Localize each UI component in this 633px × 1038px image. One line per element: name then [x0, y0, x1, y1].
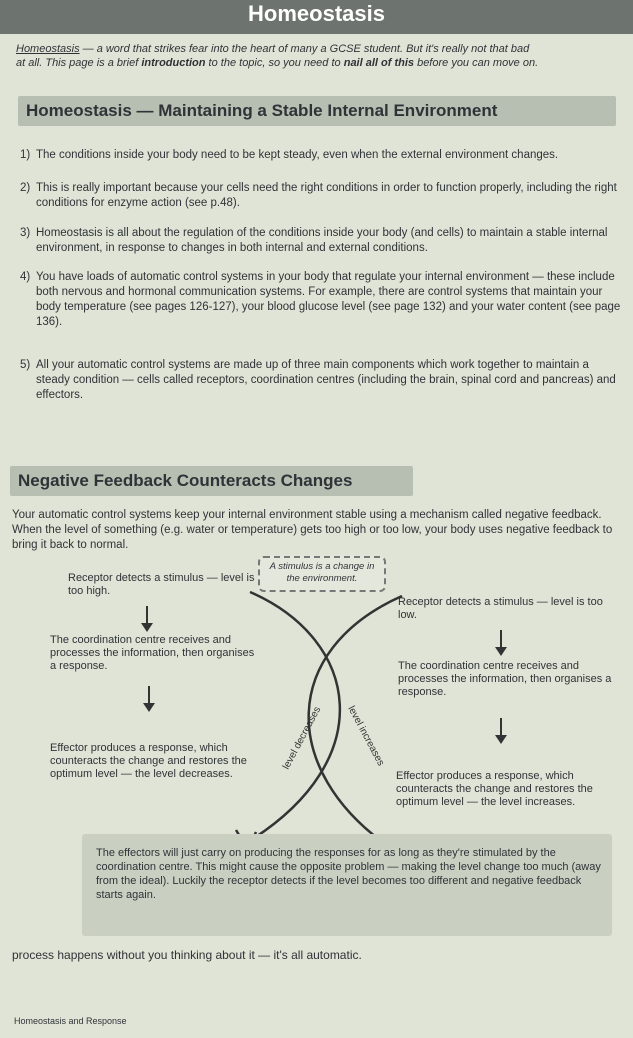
- intro-bold-1: introduction: [141, 57, 206, 69]
- point-number: 5): [20, 359, 31, 371]
- point-2: [20, 181, 626, 211]
- right-effector-text: Effector produces a response, which counteracts the change and restores the optimum level — the level increases.: [396, 770, 593, 808]
- point-text: This is really important because your cells need the right conditions in order to function properly, including the right conditions for enzyme action (see p.48).: [36, 182, 617, 209]
- point-5: [20, 358, 616, 403]
- curve-right-label: level increases: [345, 704, 387, 768]
- intro-line2-post: before you can move on.: [414, 57, 539, 69]
- point-text: The conditions inside your body need to be kept steady, even when the external environment changes.: [36, 149, 559, 161]
- left-arrow-2: [148, 686, 150, 704]
- section-heading-negative-feedback: Negative Feedback Counteracts Changes: [10, 466, 413, 496]
- left-coordination-text: The coordination centre receives and processes the information, then organises a response.: [50, 634, 255, 672]
- point-1: [20, 148, 626, 163]
- point-number: 1): [20, 149, 31, 161]
- point-text: You have loads of automatic control systems in your body that regulate your internal environment — these include both nervous and hormonal communication systems. For example, there are control systems that maintain your body temperature (see pages 126-127), your blood glucose level (see page 132) and your water content (see page 136).: [36, 271, 621, 328]
- left-effector-text: Effector produces a response, which counteracts the change and restores the optimum level — the level decreases.: [50, 742, 247, 780]
- intro-bold-2: nail all of this: [343, 57, 415, 69]
- left-receptor-text: Receptor detects a stimulus — level is too high.: [68, 572, 255, 597]
- intro-keyword: Homeostasis: [16, 43, 80, 55]
- page-footer: Homeostasis and Response: [14, 1016, 127, 1026]
- curve-right-path: [309, 596, 402, 846]
- point-text: All your automatic control systems are made up of three main components which work together to maintain a steady condition — cells called receptors, coordination centres (including the brain, spinal cord and pancreas) and effectors.: [36, 359, 616, 401]
- point-4: [20, 270, 626, 330]
- right-arrow-1: [500, 630, 502, 648]
- point-text: Homeostasis is all about the regulation of the conditions inside your body (and cells) to maintain a stable internal environment, in response to changes in both internal and external conditions.: [36, 227, 608, 254]
- page-title: Homeostasis: [0, 0, 633, 34]
- effector-note-text: The effectors will just carry on producing the responses for as long as they're stimulated by the coordination centre. This might cause the opposite problem — making the level change too much (away from the ideal). Luckily the receptor detects if the level becomes too different and negative feedback starts again.: [96, 847, 601, 901]
- negative-feedback-intro: Your automatic control systems keep your internal environment stable using a mechanism called negative feedback. When the level of something (e.g. water or temperature) gets too high or too low, your body uses negative feedback to bring it back to normal.: [12, 509, 613, 551]
- effector-note-box: [82, 834, 612, 936]
- point-number: 2): [20, 182, 31, 194]
- intro-line2-pre: at all. This page is a brief: [16, 57, 142, 69]
- curve-left-path: [248, 592, 340, 842]
- intro-text: [16, 42, 631, 70]
- stimulus-text: A stimulus is a change in the environment.: [269, 561, 375, 584]
- left-arrow-1: [146, 606, 148, 624]
- right-coordination-text: The coordination centre receives and processes the information, then organises a response.: [398, 660, 612, 698]
- stimulus-note: [258, 556, 386, 592]
- section-heading-homeostasis: Homeostasis — Maintaining a Stable Internal Environment: [18, 96, 616, 126]
- point-number: 3): [20, 227, 31, 239]
- point-number: 4): [20, 271, 31, 283]
- right-receptor-text: Receptor detects a stimulus — level is too low.: [398, 596, 603, 621]
- curve-left-label: level decreases: [280, 704, 324, 772]
- intro-line1: — a word that strikes fear into the heart of many a GCSE student. But it's really not that bad: [79, 43, 530, 55]
- point-3: [20, 226, 626, 256]
- intro-line2-mid: to the topic, so you need to: [205, 57, 344, 69]
- right-arrow-2: [500, 718, 502, 736]
- automatic-note: process happens without you thinking about it — it's all automatic.: [12, 948, 362, 962]
